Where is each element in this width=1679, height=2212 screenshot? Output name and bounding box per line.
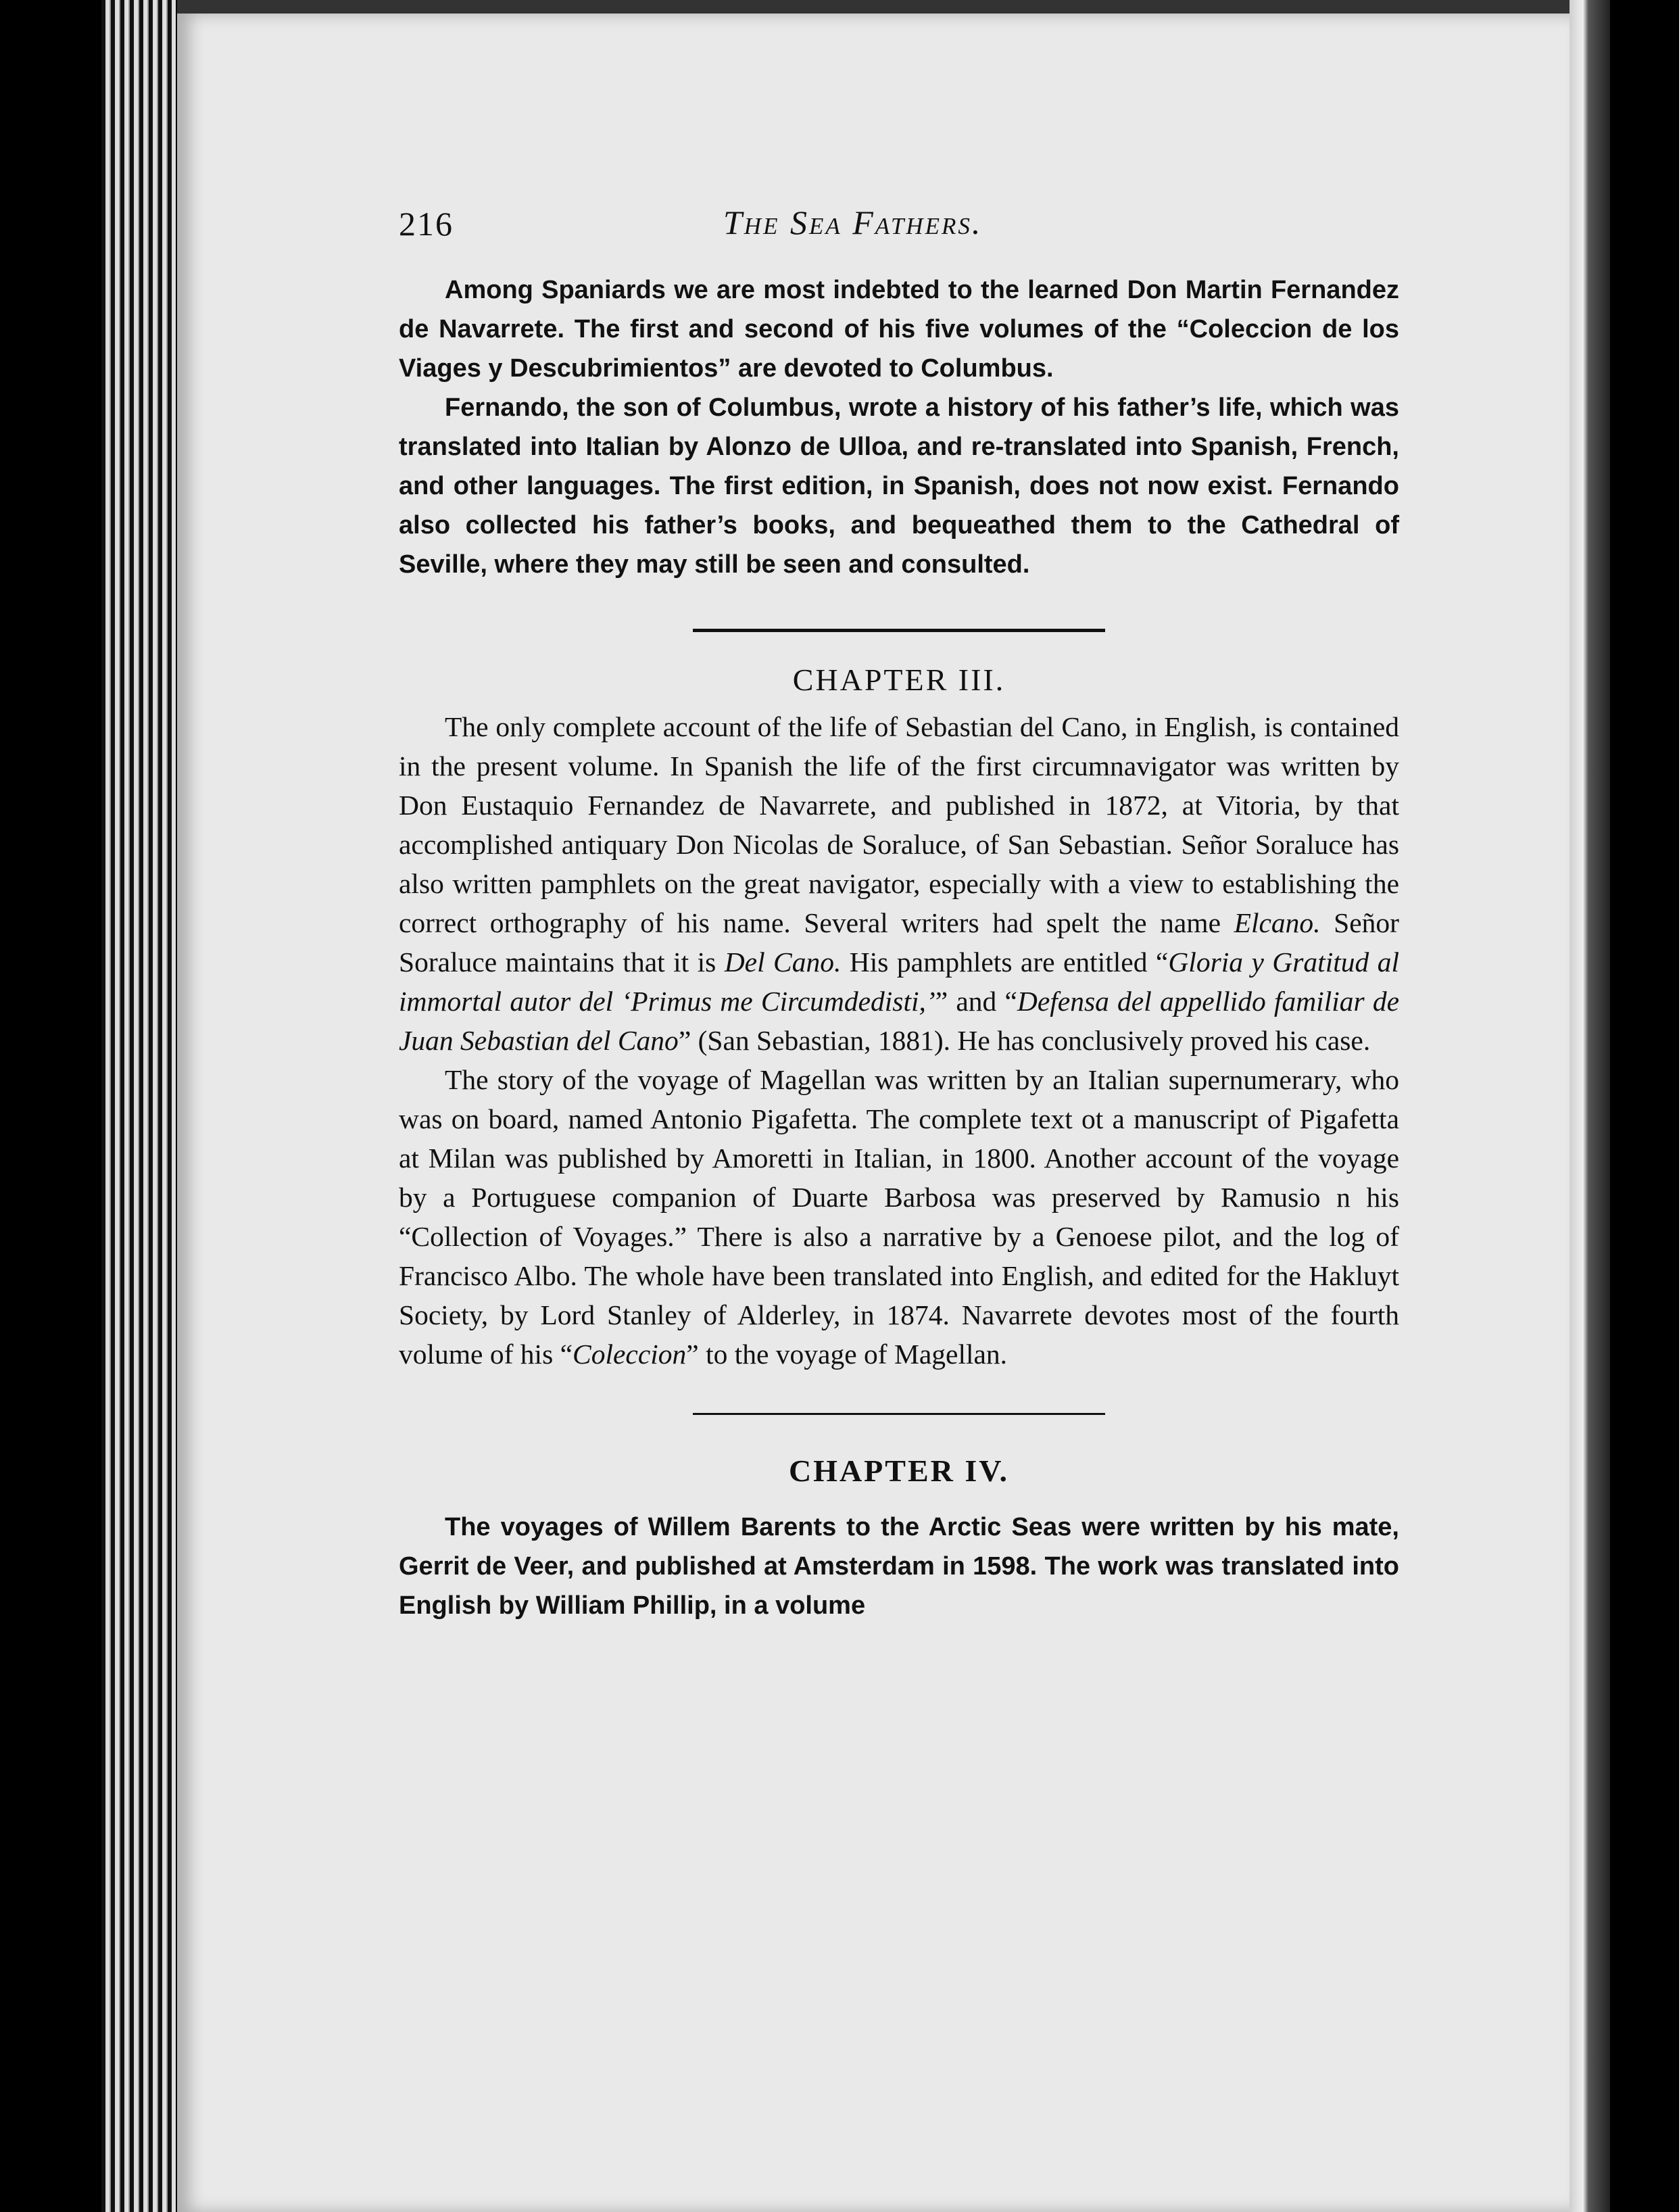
text-run: The story of the voyage of Magellan was written by an Italian supernumerary, who was on board, named Antonio Pigafetta. The complete text ot a manuscript of Pigafetta at Milan was published by Amoretti in Italian, in 1800. Another account of the voyage by a Portuguese companion of Duarte Barbosa was preserved by Ramusio n his “Collection of Voyages.” There is also a narrative by a Genoese pilot, and the log of Francisco Albo. The whole have been translated into English, and edited for the Hakluyt Society, by Lord Stanley of Alderley, in 1874. Navarrete devotes most of the fourth volume of his “: [399, 1064, 1399, 1370]
running-title: The Sea Fathers.: [723, 203, 983, 241]
chapter-3-paragraph-del-cano: [399, 707, 1399, 1060]
book-right-edge: [1570, 0, 1610, 2212]
text-run: ” and “: [935, 986, 1017, 1017]
chapter-3-heading: CHAPTER III.: [792, 663, 1006, 697]
text-run: His pamphlets are entitled “: [841, 946, 1169, 978]
chapter-4-paragraph-barents: The voyages of Willem Barents to the Arctic Seas were written by his mate, Gerrit de Veer, and published at Amsterdam in 1598. The work was translated into English by William Phillip, in a volume: [399, 1513, 1399, 1620]
text-run: The only complete account of the life of Sebastian del Cano, in English, is contained in the present volume. In Spanish the life of the first circumnavigator was written by Don Eustaquio Fernandez de Navarrete, and published in 1872, at Vitoria, by that accomplished antiquary Don Nicolas de Soraluce, of San Sebastian. Señor Soraluce has also written pamphlets on the great navigator, especially with a view to establishing the correct orthography of his name. Several writers had spelt the name: [399, 711, 1399, 938]
section-divider: [693, 1413, 1105, 1415]
italic-gloria-title: Gloria y Gratitud al immortal autor del ‘Primus me Circumdedisti,’: [399, 946, 1399, 1017]
text-run: ” (San Sebastian, 1881). He has conclusively proved his case.: [678, 1025, 1371, 1056]
text-run: ” to the voyage of Magellan.: [686, 1339, 1008, 1370]
chapter-4-heading: CHAPTER IV.: [788, 1453, 1010, 1488]
italic-coleccion: Coleccion: [573, 1339, 687, 1370]
italic-defensa-title: Defensa del appellido familiar de Juan Sebastian del Cano: [399, 986, 1400, 1056]
running-head: [399, 196, 1399, 270]
intro-paragraph-navarrete: Among Spaniards we are most indebted to the learned Don Martin Fernandez de Navarrete. The first and second of his five volumes of the “Coleccion de los Viages y Descubrimientos” are devoted to Columbus.: [399, 276, 1399, 383]
chapter-3-paragraph-magellan: [399, 1060, 1399, 1374]
stacked-page-edges: [101, 0, 176, 2212]
italic-del-cano: Del Cano.: [724, 946, 842, 978]
page-number: 216: [399, 205, 454, 243]
page-content: [399, 196, 1399, 1625]
section-divider: [693, 629, 1105, 632]
italic-elcano: Elcano.: [1234, 907, 1321, 938]
intro-paragraph-fernando: Fernando, the son of Columbus, wrote a history of his father’s life, which was translated into Italian by Alonzo de Ulloa, and re-translated into Spanish, French, and other languages. The first edition, in Spanish, does not now exist. Fernando also collected his father’s books, and bequeathed them to the Cathedral of Seville, where they may still be seen and consulted.: [399, 393, 1399, 579]
text-run: Señor Soraluce maintains that it is: [399, 907, 1400, 978]
scan-top-border: [177, 0, 1570, 14]
